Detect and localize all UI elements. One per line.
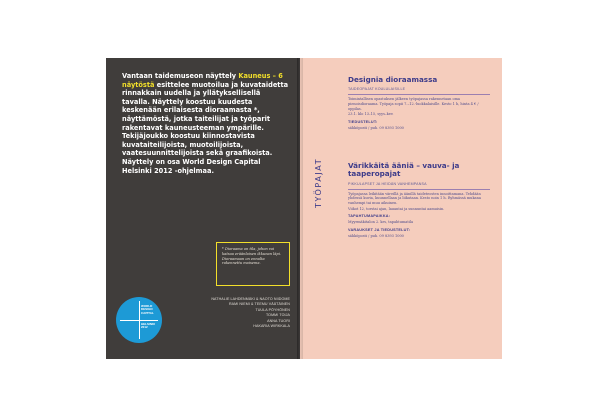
section-title: Designia dioraamassa: [348, 75, 438, 84]
logo-line-3: CAPITAL: [141, 310, 154, 315]
logo-vertical-line: [139, 301, 140, 339]
credit-line: TUULA PÖYHÖNEN: [255, 307, 290, 312]
left-page: [106, 58, 300, 359]
section-contact-2: sähköposti / puh. 09 8393 1000: [348, 233, 404, 238]
exhibition-title-highlight: Kauneus – 6 näytöstä: [122, 72, 283, 89]
credit-line: HAKARIA WIRKKALA: [253, 324, 290, 329]
intro-text: [122, 72, 290, 175]
credit-line: RAMI NIEMI & TEEMU VÄÄTÄINEN: [228, 302, 290, 307]
logo-line-5: 2012: [141, 325, 148, 330]
section-label: TAPAHTUMAPAIKKA:: [348, 214, 391, 219]
section-body: Toimintallisen opastuksen jälkeen työpajassa rakennetaan oma pienoisdioraama. Työpaja sopii 7.–12.-luokkalaisille. Kesto 1 h, hinta 4 € / oppilas.: [348, 97, 479, 111]
credit-line: NATHALIE LAHDENMÄKI & NAOTO NIIDOME: [211, 297, 290, 301]
section-body: Työpajassa leikitään väreillä ja äänillä taideteosten innoittamana. Tehdään yhdessä kuvia, kuunnellaan ja liikutaan. Kesto noin 1 h. Ryhmässä mukana vanhempi tai muu aikuinen.: [348, 191, 481, 205]
section-dates: 23.1. klo 13–15, syys–kev.: [348, 112, 394, 117]
logo-text-bottom: [141, 323, 155, 330]
page-fold: [297, 58, 303, 359]
intro-before: Vantaan taidemuseon näyttely: [122, 72, 239, 80]
section-subtitle: TAIDEOPAJAT KOULULAISILLE: [348, 87, 406, 92]
divider: [348, 189, 490, 190]
divider: [348, 94, 490, 95]
section-dates: Viikot 12, torstai ajan, lauantai ja sunnuntai aamuisin.: [348, 206, 445, 211]
intro-after: esittelee muotoilua ja kuvataidetta rinnakkain uudella ja yllätyksellisellä tavalla. Näyttely koostuu kuudesta keskenään erilaisesta dioraamasta *, näyttämöstä, jotka taiteilijat ja työparit rakentavat kauneusteeman ympärille. Tekijäjoukko koostuu kiinnostavista kuvataiteilijoista, muotoilijoista, vaatesuunnittelijoista sekä graafikoista. Näyttely on osa World Design Capital Helsinki 2012 -ohjelmaa.: [122, 80, 289, 175]
right-page: [300, 58, 502, 359]
quote-box: [216, 242, 290, 286]
credit-line: TOMMI TOIJA: [265, 313, 290, 318]
section-contact: Myyrmäkitalon 2. krs, tapahtumatila: [348, 220, 414, 225]
section-subtitle: PIKKULAPSET JA HEIDÄN VANHEMPANSA: [348, 181, 427, 186]
section-contact: sähköposti / puh. 09 8393 1000: [348, 125, 404, 130]
section-designia: [348, 76, 490, 130]
quote-text: * Dioraama on tila, johon voi katsoa eräänlaisen ikkunan läpi. Dioraamaan on ennalta rakennettu maisema.: [222, 247, 281, 266]
section-varikkaita: [348, 162, 490, 238]
credit-line: ANNA TUORI: [267, 318, 290, 323]
section-title: Värikkäitä ääniä – vauva- ja taaperopajat: [348, 161, 460, 179]
logo-line-2: DESIGN: [141, 307, 153, 312]
workshops-heading: TYÖPAJAT: [314, 157, 323, 208]
logo-text-top: [141, 305, 154, 315]
logo-line-1: WORLD: [141, 304, 153, 308]
brochure-spread: [106, 58, 502, 359]
logo-line-4: HELSINKI: [141, 322, 156, 326]
section-label-2: VARAUKSET JA TIEDUSTELUT:: [348, 227, 411, 232]
world-design-capital-logo: [116, 297, 162, 343]
section-label: TIEDUSTELUT:: [348, 119, 378, 124]
artist-credits: [170, 297, 290, 329]
